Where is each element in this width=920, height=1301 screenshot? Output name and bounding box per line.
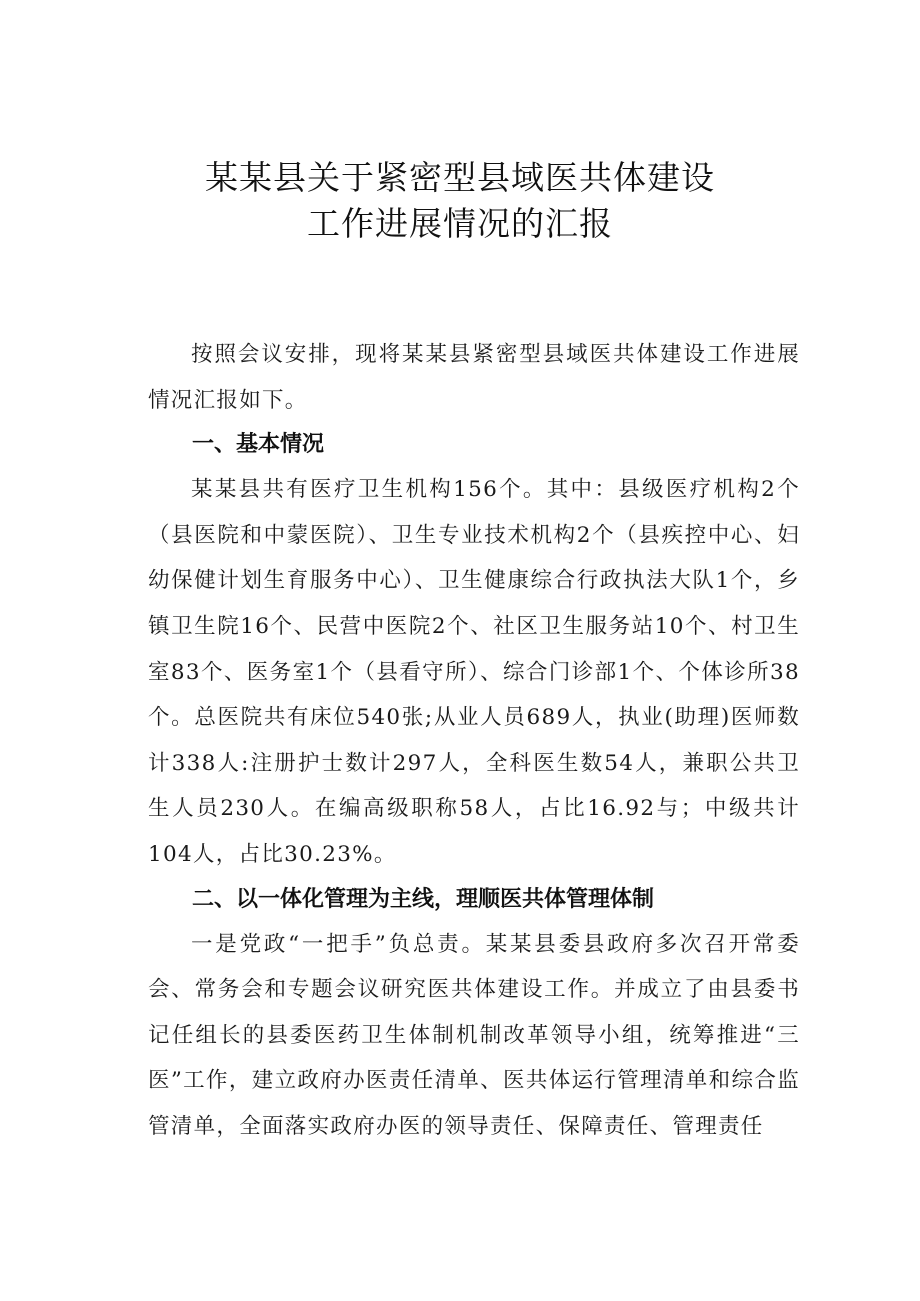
- section-2-heading: 二、以一体化管理为主线，理顺医共体管理体制: [192, 886, 655, 912]
- document-body: [148, 332, 800, 1150]
- document-title-line-1: 某某县关于紧密型县域医共体建设: [205, 158, 715, 197]
- intro-paragraph: 按照会议安排，现将某某县紧密型县域医共体建设工作进展情况汇报如下。: [148, 342, 800, 413]
- document-title-line-2: 工作进展情况的汇报: [307, 204, 613, 243]
- section-2-paragraph: 一是党政“一把手”负总责。某某县委县政府多次召开常委会、常务会和专题会议研究医共体建设工作。并成立了由县委书记任组长的县委医药卫生体制机制改革领导小组，统筹推进“三医”工作，建立政府办医责任清单、医共体运行管理清单和综合监管清单，全面落实政府办医的领导责任、保障责任、管理责任: [148, 931, 800, 1139]
- section-1-paragraph: 某某县共有医疗卫生机构156个。其中：县级医疗机构2个（县医院和中蒙医院）、卫生专业技术机构2个（县疾控中心、妇幼保健计划生育服务中心）、卫生健康综合行政执法大队1个，乡镇卫生院16个、民营中医院2个、社区卫生服务站10个、村卫生室83个、医务室1个（县看守所）、综合门诊部1个、个体诊所38个。总医院共有床位540张;从业人员689人，执业(助理)医师数计338人:注册护士数计297人，全科医生数54人，兼职公共卫生人员230人。在编高级职称58人，占比16.92与；中级共计104人，占比30.23%。: [148, 477, 800, 867]
- section-1-heading: 一、基本情况: [192, 432, 325, 458]
